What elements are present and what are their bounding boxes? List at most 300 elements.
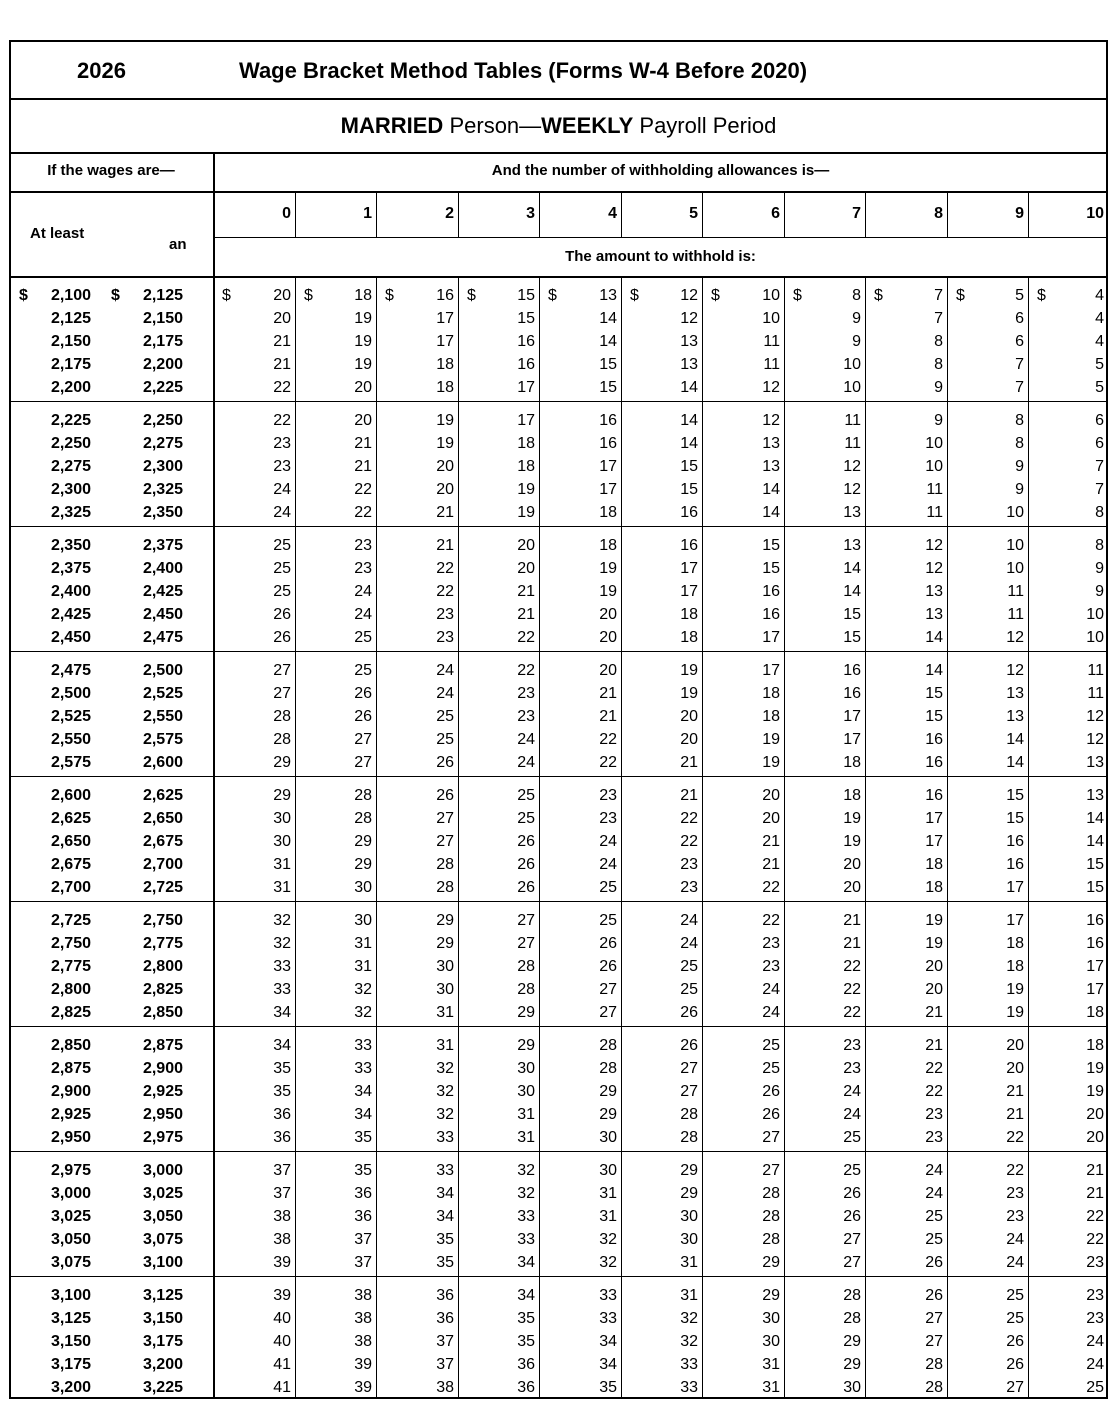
withholding-amount: 20 bbox=[762, 810, 780, 827]
withholding-amount: 9 bbox=[1095, 560, 1104, 577]
withholding-amount: 8 bbox=[934, 333, 943, 350]
wage-at-least: 3,025 bbox=[50, 1208, 91, 1225]
column-divider bbox=[1028, 191, 1029, 237]
withholding-amount: 19 bbox=[1086, 1060, 1104, 1077]
withholding-amount: 26 bbox=[436, 787, 454, 804]
withholding-amount: 23 bbox=[1006, 1185, 1024, 1202]
withholding-amount: 10 bbox=[843, 379, 861, 396]
wage-but-less-than: 3,025 bbox=[142, 1185, 183, 1202]
withholding-amount: 24 bbox=[1086, 1356, 1104, 1373]
withholding-amount: 31 bbox=[354, 935, 372, 952]
wage-but-less-than: 3,125 bbox=[142, 1287, 183, 1304]
withholding-amount: 5 bbox=[1095, 356, 1104, 373]
withholding-amount: 24 bbox=[843, 1106, 861, 1123]
withholding-amount: 22 bbox=[680, 810, 698, 827]
withholding-amount: 13 bbox=[925, 583, 943, 600]
withholding-amount: 29 bbox=[762, 1287, 780, 1304]
allowance-header-8: 8 bbox=[934, 205, 943, 222]
withholding-amount: 24 bbox=[517, 731, 535, 748]
withholding-amount: 12 bbox=[925, 560, 943, 577]
withholding-amount: 26 bbox=[436, 754, 454, 771]
withholding-amount: 9 bbox=[934, 412, 943, 429]
amount-heading: The amount to withhold is: bbox=[565, 248, 756, 265]
wage-but-less-than: 2,350 bbox=[142, 504, 183, 521]
withholding-amount: 30 bbox=[354, 879, 372, 896]
withholding-amount: 25 bbox=[354, 662, 372, 679]
withholding-amount: 39 bbox=[273, 1254, 291, 1271]
withholding-amount: 18 bbox=[436, 379, 454, 396]
withholding-amount: 11 bbox=[844, 435, 861, 452]
currency-sign: $ bbox=[874, 287, 883, 304]
withholding-amount: 15 bbox=[680, 481, 698, 498]
wage-at-least: 2,425 bbox=[50, 606, 91, 623]
withholding-amount: 14 bbox=[1006, 731, 1024, 748]
withholding-amount: 6 bbox=[1095, 435, 1104, 452]
withholding-amount: 27 bbox=[680, 1060, 698, 1077]
withholding-amount: 32 bbox=[680, 1333, 698, 1350]
withholding-amount: 17 bbox=[436, 310, 454, 327]
withholding-amount: 20 bbox=[354, 379, 372, 396]
withholding-amount: 20 bbox=[354, 412, 372, 429]
wage-at-least: 2,700 bbox=[50, 879, 91, 896]
wage-at-least: 2,625 bbox=[50, 810, 91, 827]
wage-at-least: 2,925 bbox=[50, 1106, 91, 1123]
withholding-amount: 11 bbox=[926, 481, 943, 498]
withholding-amount: 12 bbox=[762, 412, 780, 429]
withholding-amount: 28 bbox=[599, 1037, 617, 1054]
withholding-amount: 25 bbox=[599, 879, 617, 896]
withholding-amount: 18 bbox=[517, 435, 535, 452]
withholding-amount: 23 bbox=[517, 685, 535, 702]
withholding-amount: 37 bbox=[354, 1254, 372, 1271]
withholding-amount: 22 bbox=[354, 504, 372, 521]
withholding-amount: 21 bbox=[1006, 1083, 1024, 1100]
allowance-header-1: 1 bbox=[363, 205, 372, 222]
withholding-amount: 35 bbox=[354, 1129, 372, 1146]
withholding-amount: 15 bbox=[517, 287, 535, 304]
withholding-amount: 18 bbox=[843, 787, 861, 804]
withholding-amount: 12 bbox=[1086, 708, 1104, 725]
withholding-amount: 38 bbox=[273, 1231, 291, 1248]
withholding-amount: 23 bbox=[599, 810, 617, 827]
withholding-amount: 36 bbox=[354, 1185, 372, 1202]
withholding-amount: 28 bbox=[599, 1060, 617, 1077]
withholding-amount: 25 bbox=[273, 537, 291, 554]
divider bbox=[11, 152, 1106, 154]
wage-at-least: 2,525 bbox=[50, 708, 91, 725]
column-divider bbox=[213, 152, 215, 1399]
withholding-amount: 30 bbox=[680, 1231, 698, 1248]
wage-at-least: 2,775 bbox=[50, 958, 91, 975]
withholding-amount: 20 bbox=[517, 537, 535, 554]
withholding-amount: 27 bbox=[517, 912, 535, 929]
withholding-amount: 25 bbox=[436, 731, 454, 748]
wage-at-least: 2,675 bbox=[50, 856, 91, 873]
withholding-amount: 22 bbox=[1086, 1231, 1104, 1248]
withholding-amount: 17 bbox=[436, 333, 454, 350]
withholding-amount: 12 bbox=[1086, 731, 1104, 748]
withholding-amount: 24 bbox=[680, 912, 698, 929]
withholding-amount: 16 bbox=[1086, 935, 1104, 952]
withholding-amount: 25 bbox=[599, 912, 617, 929]
withholding-amount: 35 bbox=[599, 1379, 617, 1396]
wage-but-less-than: 2,750 bbox=[142, 912, 183, 929]
withholding-amount: 37 bbox=[273, 1185, 291, 1202]
withholding-amount: 6 bbox=[1095, 412, 1104, 429]
wage-but-less-than: 3,175 bbox=[142, 1333, 183, 1350]
wage-but-less-than: 2,450 bbox=[142, 606, 183, 623]
withholding-amount: 19 bbox=[1006, 981, 1024, 998]
withholding-amount: 24 bbox=[843, 1083, 861, 1100]
wage-at-least: 3,000 bbox=[50, 1185, 91, 1202]
withholding-amount: 33 bbox=[517, 1208, 535, 1225]
wage-at-least: 2,725 bbox=[50, 912, 91, 929]
withholding-amount: 10 bbox=[1086, 629, 1104, 646]
withholding-amount: 21 bbox=[599, 708, 617, 725]
withholding-amount: 13 bbox=[843, 504, 861, 521]
withholding-amount: 23 bbox=[1086, 1287, 1104, 1304]
withholding-amount: 28 bbox=[843, 1287, 861, 1304]
withholding-amount: 18 bbox=[517, 458, 535, 475]
withholding-amount: 37 bbox=[273, 1162, 291, 1179]
withholding-amount: 22 bbox=[517, 662, 535, 679]
withholding-amount: 38 bbox=[273, 1208, 291, 1225]
withholding-amount: 14 bbox=[843, 560, 861, 577]
withholding-amount: 35 bbox=[354, 1162, 372, 1179]
withholding-amount: 41 bbox=[273, 1356, 291, 1373]
withholding-amount: 23 bbox=[354, 560, 372, 577]
withholding-amount: 23 bbox=[1086, 1254, 1104, 1271]
withholding-amount: 18 bbox=[354, 287, 372, 304]
column-divider bbox=[865, 276, 866, 1399]
withholding-amount: 19 bbox=[354, 356, 372, 373]
withholding-amount: 27 bbox=[762, 1162, 780, 1179]
wage-at-least: 2,825 bbox=[50, 1004, 91, 1021]
wage-at-least: 3,100 bbox=[50, 1287, 91, 1304]
withholding-amount: 13 bbox=[1006, 685, 1024, 702]
column-divider bbox=[539, 191, 540, 237]
withholding-amount: 22 bbox=[1006, 1129, 1024, 1146]
group-divider bbox=[11, 1276, 1106, 1277]
allowance-header-3: 3 bbox=[526, 205, 535, 222]
withholding-amount: 15 bbox=[1086, 879, 1104, 896]
column-divider bbox=[621, 276, 622, 1399]
group-divider bbox=[11, 401, 1106, 402]
withholding-amount: 14 bbox=[680, 412, 698, 429]
withholding-amount: 26 bbox=[1006, 1333, 1024, 1350]
withholding-amount: 34 bbox=[273, 1037, 291, 1054]
withholding-amount: 20 bbox=[1006, 1060, 1024, 1077]
payroll-period-title bbox=[11, 113, 1106, 139]
withholding-amount: 26 bbox=[762, 1083, 780, 1100]
withholding-amount: 27 bbox=[273, 662, 291, 679]
column-divider bbox=[784, 191, 785, 237]
withholding-amount: 30 bbox=[843, 1379, 861, 1396]
withholding-amount: 20 bbox=[843, 879, 861, 896]
wage-at-least: 2,900 bbox=[50, 1083, 91, 1100]
wage-but-less-than: 2,825 bbox=[142, 981, 183, 998]
column-divider bbox=[947, 276, 948, 1399]
withholding-amount: 26 bbox=[517, 879, 535, 896]
withholding-amount: 26 bbox=[680, 1037, 698, 1054]
withholding-amount: 21 bbox=[1006, 1106, 1024, 1123]
withholding-amount: 18 bbox=[599, 537, 617, 554]
withholding-amount: 12 bbox=[680, 287, 698, 304]
withholding-amount: 18 bbox=[680, 629, 698, 646]
withholding-amount: 23 bbox=[273, 458, 291, 475]
withholding-amount: 33 bbox=[354, 1060, 372, 1077]
withholding-amount: 28 bbox=[354, 810, 372, 827]
wage-at-least: 2,450 bbox=[50, 629, 91, 646]
withholding-amount: 9 bbox=[852, 310, 861, 327]
withholding-amount: 11 bbox=[1007, 583, 1024, 600]
withholding-amount: 23 bbox=[1086, 1310, 1104, 1327]
withholding-amount: 29 bbox=[599, 1083, 617, 1100]
withholding-amount: 34 bbox=[436, 1185, 454, 1202]
withholding-amount: 16 bbox=[925, 787, 943, 804]
wage-at-least: 2,550 bbox=[50, 731, 91, 748]
wage-at-least: 2,650 bbox=[50, 833, 91, 850]
withholding-amount: 18 bbox=[436, 356, 454, 373]
withholding-amount: 9 bbox=[1095, 583, 1104, 600]
withholding-amount: 24 bbox=[436, 662, 454, 679]
withholding-amount: 21 bbox=[517, 583, 535, 600]
withholding-amount: 30 bbox=[517, 1083, 535, 1100]
withholding-amount: 25 bbox=[354, 629, 372, 646]
wage-at-least: 2,275 bbox=[50, 458, 91, 475]
withholding-amount: 23 bbox=[273, 435, 291, 452]
withholding-amount: 31 bbox=[762, 1356, 780, 1373]
wage-but-less-than: 2,800 bbox=[142, 958, 183, 975]
withholding-amount: 20 bbox=[1006, 1037, 1024, 1054]
withholding-amount: 33 bbox=[436, 1162, 454, 1179]
withholding-amount: 29 bbox=[843, 1333, 861, 1350]
withholding-amount: 29 bbox=[436, 912, 454, 929]
withholding-amount: 27 bbox=[762, 1129, 780, 1146]
wage-at-least: 3,075 bbox=[50, 1254, 91, 1271]
withholding-amount: 27 bbox=[436, 810, 454, 827]
currency-sign: $ bbox=[19, 287, 28, 304]
wage-but-less-than: 2,925 bbox=[142, 1083, 183, 1100]
withholding-amount: 10 bbox=[1006, 504, 1024, 521]
withholding-amount: 14 bbox=[1086, 810, 1104, 827]
withholding-amount: 10 bbox=[925, 435, 943, 452]
withholding-amount: 38 bbox=[354, 1333, 372, 1350]
divider bbox=[11, 191, 1106, 193]
wage-at-least: 2,125 bbox=[50, 310, 91, 327]
wage-at-least: 3,175 bbox=[50, 1356, 91, 1373]
withholding-amount: 9 bbox=[1015, 458, 1024, 475]
allowance-header-10: 10 bbox=[1086, 205, 1104, 222]
withholding-amount: 27 bbox=[599, 1004, 617, 1021]
withholding-amount: 41 bbox=[273, 1379, 291, 1396]
withholding-amount: 29 bbox=[273, 754, 291, 771]
column-divider bbox=[1028, 276, 1029, 1399]
withholding-amount: 11 bbox=[1007, 606, 1024, 623]
withholding-amount: 23 bbox=[436, 629, 454, 646]
withholding-amount: 14 bbox=[762, 504, 780, 521]
withholding-amount: 12 bbox=[843, 458, 861, 475]
wage-at-least: 2,350 bbox=[50, 537, 91, 554]
column-divider bbox=[376, 276, 377, 1399]
group-divider bbox=[11, 901, 1106, 902]
withholding-amount: 17 bbox=[843, 708, 861, 725]
withholding-amount: 29 bbox=[599, 1106, 617, 1123]
withholding-amount: 32 bbox=[354, 981, 372, 998]
withholding-amount: 20 bbox=[1086, 1106, 1104, 1123]
withholding-amount: 24 bbox=[273, 481, 291, 498]
withholding-amount: 18 bbox=[762, 708, 780, 725]
withholding-amount: 28 bbox=[925, 1379, 943, 1396]
column-divider bbox=[539, 276, 540, 1399]
withholding-amount: 19 bbox=[843, 833, 861, 850]
withholding-amount: 16 bbox=[517, 333, 535, 350]
withholding-amount: 10 bbox=[843, 356, 861, 373]
withholding-amount: 24 bbox=[273, 504, 291, 521]
withholding-amount: 18 bbox=[1006, 935, 1024, 952]
withholding-amount: 14 bbox=[843, 583, 861, 600]
withholding-amount: 33 bbox=[273, 981, 291, 998]
wage-but-less-than: 2,200 bbox=[142, 356, 183, 373]
withholding-amount: 28 bbox=[843, 1310, 861, 1327]
withholding-amount: 15 bbox=[925, 685, 943, 702]
withholding-amount: 17 bbox=[517, 379, 535, 396]
withholding-amount: 10 bbox=[1086, 606, 1104, 623]
withholding-amount: 26 bbox=[762, 1106, 780, 1123]
withholding-amount: 13 bbox=[1006, 708, 1024, 725]
withholding-amount: 39 bbox=[354, 1379, 372, 1396]
payroll-period-suffix: Payroll Period bbox=[639, 113, 777, 138]
withholding-amount: 23 bbox=[680, 856, 698, 873]
withholding-amount: 28 bbox=[273, 708, 291, 725]
withholding-amount: 22 bbox=[925, 1083, 943, 1100]
withholding-amount: 32 bbox=[354, 1004, 372, 1021]
wage-at-least: 2,225 bbox=[50, 412, 91, 429]
withholding-amount: 8 bbox=[1095, 537, 1104, 554]
withholding-amount: 11 bbox=[1087, 662, 1104, 679]
withholding-amount: 14 bbox=[680, 435, 698, 452]
column-divider bbox=[784, 276, 785, 1399]
withholding-amount: 12 bbox=[1006, 662, 1024, 679]
withholding-amount: 19 bbox=[436, 435, 454, 452]
withholding-amount: 11 bbox=[1087, 685, 1104, 702]
withholding-amount: 30 bbox=[762, 1310, 780, 1327]
withholding-amount: 21 bbox=[680, 754, 698, 771]
withholding-amount: 24 bbox=[599, 856, 617, 873]
withholding-amount: 19 bbox=[762, 754, 780, 771]
withholding-amount: 34 bbox=[436, 1208, 454, 1225]
withholding-amount: 9 bbox=[1015, 481, 1024, 498]
withholding-amount: 21 bbox=[762, 833, 780, 850]
wage-but-less-than: 3,050 bbox=[142, 1208, 183, 1225]
wage-at-least: 2,150 bbox=[50, 333, 91, 350]
withholding-amount: 31 bbox=[599, 1208, 617, 1225]
column-divider bbox=[621, 191, 622, 237]
withholding-amount: 30 bbox=[599, 1129, 617, 1146]
withholding-amount: 13 bbox=[843, 537, 861, 554]
withholding-amount: 25 bbox=[1006, 1310, 1024, 1327]
wage-at-least: 3,050 bbox=[50, 1231, 91, 1248]
withholding-amount: 18 bbox=[925, 856, 943, 873]
wage-but-less-than: 2,475 bbox=[142, 629, 183, 646]
withholding-amount: 7 bbox=[1095, 458, 1104, 475]
withholding-amount: 17 bbox=[517, 412, 535, 429]
withholding-amount: 19 bbox=[680, 662, 698, 679]
withholding-amount: 14 bbox=[1086, 833, 1104, 850]
withholding-amount: 30 bbox=[436, 981, 454, 998]
withholding-amount: 17 bbox=[599, 458, 617, 475]
withholding-amount: 28 bbox=[436, 879, 454, 896]
column-divider bbox=[295, 191, 296, 237]
withholding-amount: 21 bbox=[843, 935, 861, 952]
withholding-amount: 13 bbox=[599, 287, 617, 304]
withholding-amount: 8 bbox=[934, 356, 943, 373]
withholding-amount: 37 bbox=[436, 1333, 454, 1350]
withholding-amount: 29 bbox=[843, 1356, 861, 1373]
wage-but-less-than: 2,425 bbox=[142, 583, 183, 600]
wage-at-least: 2,500 bbox=[50, 685, 91, 702]
withholding-amount: 26 bbox=[273, 629, 291, 646]
withholding-amount: 24 bbox=[762, 1004, 780, 1021]
withholding-amount: 37 bbox=[436, 1356, 454, 1373]
withholding-amount: 16 bbox=[762, 583, 780, 600]
wage-but-less-than: 2,225 bbox=[142, 379, 183, 396]
withholding-amount: 11 bbox=[763, 356, 780, 373]
withholding-amount: 22 bbox=[843, 981, 861, 998]
withholding-amount: 27 bbox=[436, 833, 454, 850]
wage-at-least: 2,200 bbox=[50, 379, 91, 396]
withholding-amount: 31 bbox=[517, 1106, 535, 1123]
withholding-amount: 15 bbox=[1086, 856, 1104, 873]
withholding-amount: 19 bbox=[925, 935, 943, 952]
withholding-amount: 4 bbox=[1095, 287, 1104, 304]
currency-sign: $ bbox=[222, 287, 231, 304]
withholding-amount: 26 bbox=[843, 1208, 861, 1225]
withholding-amount: 15 bbox=[517, 310, 535, 327]
withholding-amount: 28 bbox=[436, 856, 454, 873]
withholding-amount: 24 bbox=[925, 1185, 943, 1202]
withholding-amount: 17 bbox=[1086, 958, 1104, 975]
withholding-amount: 21 bbox=[843, 912, 861, 929]
withholding-amount: 24 bbox=[354, 583, 372, 600]
withholding-amount: 32 bbox=[517, 1185, 535, 1202]
withholding-amount: 28 bbox=[680, 1106, 698, 1123]
withholding-amount: 26 bbox=[925, 1287, 943, 1304]
withholding-amount: 15 bbox=[599, 356, 617, 373]
withholding-amount: 38 bbox=[354, 1287, 372, 1304]
withholding-amount: 5 bbox=[1095, 379, 1104, 396]
allowance-header-9: 9 bbox=[1015, 205, 1024, 222]
withholding-amount: 21 bbox=[599, 685, 617, 702]
withholding-amount: 7 bbox=[1015, 356, 1024, 373]
withholding-amount: 27 bbox=[1006, 1379, 1024, 1396]
withholding-amount: 16 bbox=[925, 754, 943, 771]
wage-but-less-than: 3,200 bbox=[142, 1356, 183, 1373]
withholding-amount: 17 bbox=[680, 560, 698, 577]
withholding-amount: 17 bbox=[1006, 912, 1024, 929]
withholding-amount: 18 bbox=[1006, 958, 1024, 975]
withholding-amount: 23 bbox=[843, 1037, 861, 1054]
withholding-amount: 10 bbox=[1006, 560, 1024, 577]
withholding-amount: 20 bbox=[680, 731, 698, 748]
withholding-amount: 21 bbox=[273, 333, 291, 350]
withholding-amount: 29 bbox=[680, 1185, 698, 1202]
withholding-amount: 16 bbox=[925, 731, 943, 748]
wage-at-least: 2,800 bbox=[50, 981, 91, 998]
wage-at-least: 2,400 bbox=[50, 583, 91, 600]
withholding-amount: 25 bbox=[680, 981, 698, 998]
withholding-amount: 32 bbox=[599, 1254, 617, 1271]
